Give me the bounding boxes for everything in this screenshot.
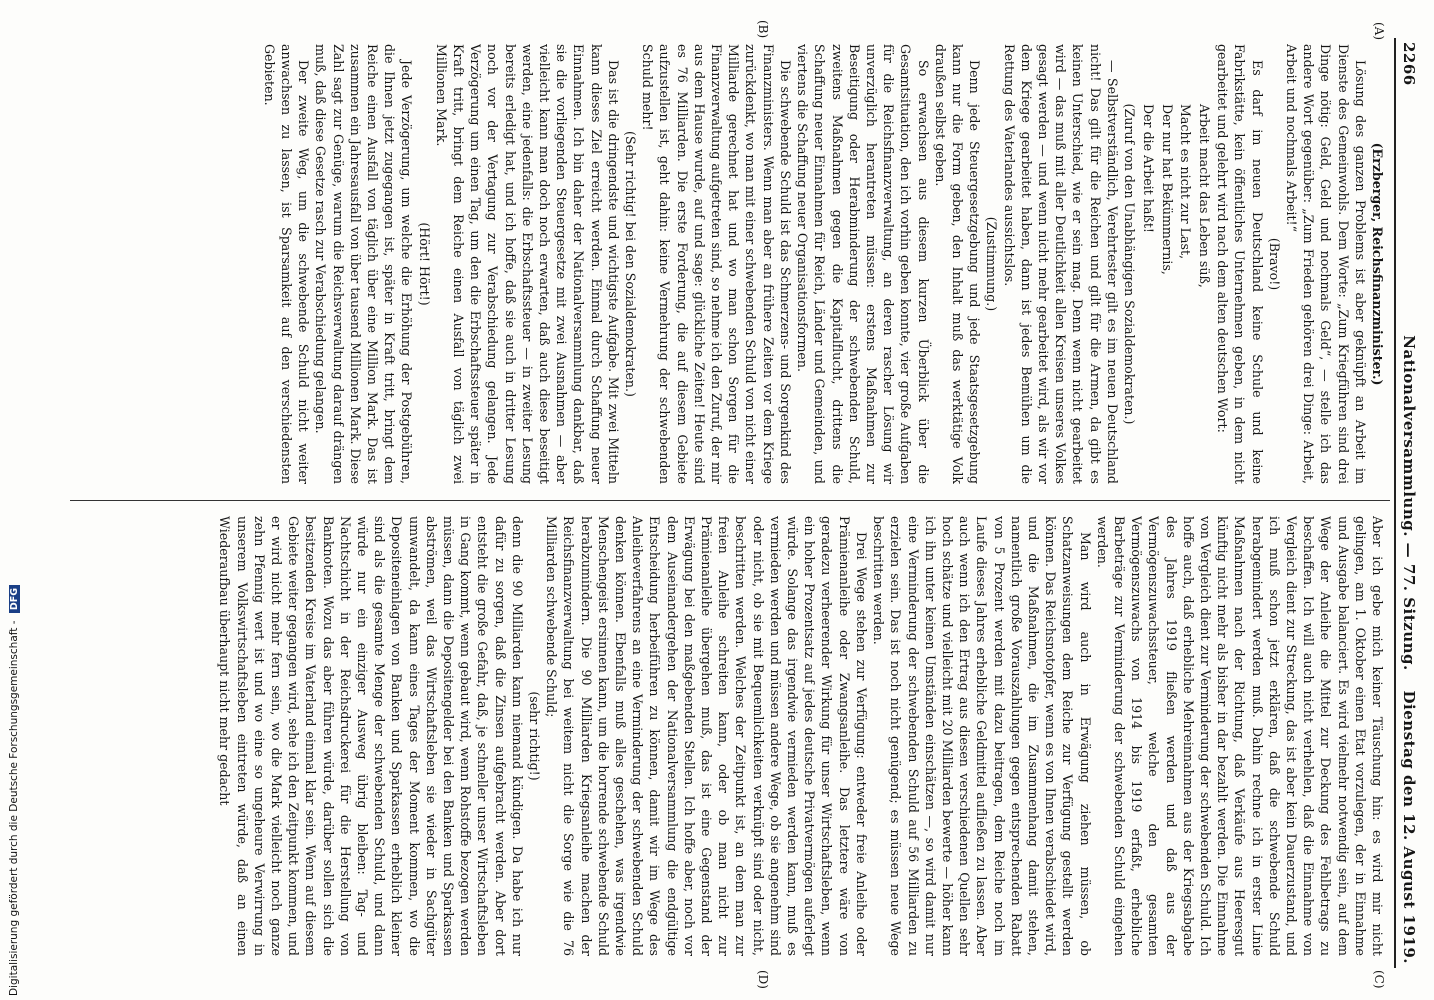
session-title: Nationalversammlung. — 77. Sitzung.	[1400, 335, 1418, 671]
interjection: (Bravo!)	[1266, 237, 1282, 291]
verse-line: Macht es nicht zur Last,	[1178, 104, 1194, 260]
verse-line: Der nur hat Bekümmernis,	[1159, 104, 1175, 275]
dfg-logo: DFG	[9, 585, 20, 613]
paragraph: Der zweite Weg, um die schwebende Schuld nicht weiter anwachsen zu lassen, ist Sparsamkeit auf den verschiedensten Gebieten.	[261, 44, 312, 484]
verse-line: Arbeit macht das Leben süß,	[1196, 104, 1212, 288]
paragraph: Aber ich gebe mich keiner Täuschung hin: es wird mir nicht gelingen, am 1. Oktober einen Etat vorzulegen, der in Einnahme und Ausgabe balanciert. Es wird vielmehr notwendig sein, auf dem Wege der Anleihe die Mittel zur Deckung des Fehlbetrags zu beschaffen. Ich will auch nicht verhehlen, daß die Einnahme von Vergleich dient zur Streckung, das ist aber kein Dauerzustand, und ich muß schon jetzt erklären, daß die schwebende Schuld herabgemindert werden muß. Dahin rechne ich in erster Linie Maßnahmen nach der Richtung, daß Verkäufe aus Heeresgut künftig nicht mehr als bisher in dar bezahlt werden. Die Einnahme von Vergleich dient zur Verminderung der schwebenden Schuld. Ich hoffe auch, daß erhebliche Mehreinnahmen aus der Kriegsabgabe des Jahres 1919 fließen werden und daß aus der Vermögenszuwachssteuer, welche den gesamten Vermögenszuwachs von 1914 bis 1919 erfaßt, erhebliche Barbeträge zur Verminderung der schwebenden Schuld eingehen werden.	[1094, 516, 1385, 956]
page-number: 2266	[1400, 42, 1418, 86]
running-head	[1396, 38, 1420, 968]
paragraph: Das ist die dringendste und wichtigste Aufgabe. Mit zwei Mitteln kann dieses Ziel erreicht werden. Einmal durch Schaffung neuer Einnahmen. Ich bin daher der Nationalversammlung dankbar, daß sie die vorliegenden Steuergesetze mit zwei Ausnahmen — aber vielleicht kann man doch noch erwarten, daß auch diese beseitigt werden, eine jedenfalls: die Erbschaftssteuer — in zweiter Lesung bereits erledigt hat, und ich hoffe, daß sie auch in dritter Lesung noch vor der Vertagung zur Verabschiedung gelangen. Jede Verzögerung um einen Tag, um den die Erbschaftssteuer später in Kraft tritt, bringt dem Reiche einen Ausfall von täglich zwei Millionen Mark.	[433, 44, 621, 484]
interjection: (Zuruf von den Unabhängigen Sozialdemokraten.)	[1121, 103, 1137, 425]
interjection: (Sehr richtig! bei den Sozialdemokraten.)	[623, 131, 639, 397]
paragraph: denn die 90 Milliarden kann niemand kündigen. Da habe ich nur dafür zu sorgen, daß die Zinsen aufgebracht werden. Aber dort entsteht die große Gefahr, daß, je schneller unser Wirtschaftsleben in Gang kommt, wenn gebaut wird, wenn Rohstoffe bezogen werden müssen, dann die Depositengelder bei den Banken und Sparkassen abströmen, weil das Wirtschaftsleben sie wieder in Sachgüter umwandelt, da kann eines Tages der Moment kommen, wo die Depositeneinlagen von Banken und Sparkassen erheblich kleiner sind als die gesamte Menge der schwebenden Schuld, und dann würde nur ein einziger Ausweg übrig bleiben: Tag- und Nachtschicht in der Reichsdruckerei für die Herstellung von Banknoten. Wozu das aber führen würde, darüber sollen sich die besitzenden Kreise im Vaterland einmal klar sein. Wenn auf diesem Gebiete weiter gegangen wird, sehe ich den Zeitpunkt kommen, und er wird nicht mehr fern sein, wo die Mark vielleicht noch ganze zehn Pfennig wert ist und wo eine so ungeheure Verwirrung in unserem Volkswirtschaftsleben eintreten würde, daß an einen Wiederaufbau überhaupt nicht mehr gedacht	[217, 516, 525, 956]
paragraph: So erwachsen aus diesem kurzen Überblick über die Gesamtsituation, den ich vorhin geben konnte, vier große Aufgaben für die Reichsfinanzverwaltung, an deren rascher Lösung wir unverzüglich herantreten müssen: erstens Maßnahmen zur Beseitigung oder Herabminderung der schwebenden Schuld, zweitens Maßnahmen gegen die Kapitalflucht, drittens die Schaffung neuer Einnahmen für Reich, Länder und Gemeinden, und viertens die Schaffung neuer Organisationsformen.	[795, 44, 931, 484]
speaker-label: (Erzberger, Reichsfinanzminister.)	[1370, 142, 1385, 386]
right-column	[71, 516, 1386, 956]
interjection: (Hört! Hört!)	[416, 222, 432, 306]
column-divider	[70, 500, 1390, 501]
margin-marker-a: (A)	[1372, 22, 1386, 41]
verse-line: Der die Arbeit haßt!	[1141, 104, 1157, 233]
paragraph: Lösung des ganzen Problems ist aber geknüpft an Arbeit im Dienste des Gemeinwohls. Dem Worte: „Zum Kriegführen sind drei Dinge nötig: Geld, Geld und nochmals Geld“, — stelle ich das andere Wort gegenüber: „Zum Frieden gehören drei Dinge: Arbeit, Arbeit und nochmals Arbeit!“	[1283, 44, 1368, 484]
session-date: Dienstag den 12. August 1919.	[1400, 690, 1418, 964]
paragraph: Die schwebende Schuld ist das Schmerzens- und Sorgenkind des Finanzministers. Wenn man aber an frühere Zeiten vor dem Kriege zurückdenkt, wo man mit einer schwebenden Schuld von nicht einer Milliarde gerechnet hat und wo man schon Sorgen für die Finanzverwaltung aufgetreten sind, so nehme ich den Zuruf, der mir aus dem Hause wurde, auf und sage: glückliche Zeiten! Heute sind es 76 Milliarden. Die erste Forderung, die auf diesem Gebiete aufzustellen ist, geht dahin: keine Vermehrung der schwebenden Schuld mehr!	[640, 44, 793, 484]
paragraph: Drei Wege stehen zur Verfügung: entweder freie Anleihe oder Prämienanleihe oder Zwangsanleihe. Das letztere wäre von geradezu verheerender Wirkung für unser Wirtschaftsleben, wenn ein hoher Prozentsatz auf jedes deutsche Privatvermögen auferlegt würde. Solange das irgendwie vermieden werden kann, muß es vermieden werden und müssen andere Wege, ob sie angenehm sind oder nicht, ob sie mit Bequemlichkeiten verknüpft sind oder nicht, beschritten werden. Welches der Zeitpunkt ist, an dem man zur freien Anleihe schreiten kann, oder ob man nicht zur Prämienanleihe übergehen muß, das ist eine Gegenstand der Erwägung bei den maßgebenden Stellen. Ich hoffe aber, noch vor dem Auseinandergehen der Nationalversammlung die endgültige Entscheidung herbeiführen zu können, damit wir im Wege des Anleiheverfahrens an eine Verminderung der schwebenden Schuld denken können. Ebenfalls muß alles geschehen, was irgendwie Menschengeist ersinnen kann, um die horrende schwebende Schuld herabzumindern. Die 90 Milliarden Kriegsanleihe machen der Reichsfinanzverwaltung bei weitem nicht die Sorge wie die 76 Milliarden schwebende Schuld;	[544, 516, 869, 956]
margin-marker-d: (D)	[756, 970, 770, 989]
paragraph: Jede Verzögerung, um welche die Erhöhung der Postgebühren, die Ihnen jetzt zugegangen ist, später in Kraft tritt, bringt dem Reiche einen Ausfall von täglich über eine Million Mark. Das ist zusammen ein Jahresausfall von über tausend Millionen Mark. Diese Zahl sagt zur Genüge, warum die Reichsverwaltung darauf drängen muß, daß diese Gesetze rasch zur Verabschiedung gelangen.	[313, 44, 415, 484]
interjection: (sehr richtig!)	[527, 691, 543, 781]
rotated-newspaper-page	[65, 20, 1420, 989]
header-rule	[1394, 38, 1396, 968]
paragraph: — Selbstverständlich, Verehrtester gilt es im neuen Deutschland nicht! Das gilt für die Reichen und gilt für die Armen, da gibt es keinen Unterschied, wie er sein mag. Denn wenn nicht gearbeitet wird — das muß mit aller Deutlichkeit allen Kreisen unseres Volkes gesagt werden — und wenn nicht mehr gearbeitet wird, als wir vor dem Kriege gearbeitet haben, dann ist jedes Bemühen um die Rettung des Vaterlandes aussichtslos.	[1001, 44, 1120, 484]
left-column	[71, 44, 1386, 484]
margin-marker-b: (B)	[756, 20, 770, 39]
margin-marker-c: (C)	[1372, 970, 1386, 989]
paragraph: Man wird auch in Erwägung ziehen müssen, ob Schatzanweisungen dem Reiche zur Verfügung gestellt werden können. Das Reichsnotopfer, wenn es von Ihnen verabschiedet wird, und die Maßnahmen, die im Zusammenhang damit stehen, namentlich große Vorauszahlungen gegen entsprechenden Rabatt von 5 Prozent werden mit dazu beitragen, dem Reiche noch im Laufe dieses Jahres erhebliche Geldmittel aufließen zu lassen. Aber auch wenn ich den Ertrag aus diesen verschiedenen Quellen sehr hoch schätze und vielleicht mit 20 Milliarden bewerte — höher kann ich ihn unter keinen Umständen einschätzen —, so wird damit nur eine Verminderung der schwebenden Schuld auf 56 Milliarden zu erzielen sein. Das ist noch nicht genügend; es müssen neue Wege beschritten werden.	[871, 516, 1093, 956]
digitization-credit	[8, 6, 20, 996]
credit-text: Digitalisierung gefördert durch die Deutsche Forschungsgemeinschaft -	[8, 620, 20, 996]
paragraph: Denn jede Steuergesetzgebung und jede Staatsgesetzgebung kann nur die Form geben, den Inhalt muß das werktätige Volk draußen selbst geben.	[932, 44, 983, 484]
interjection: (Zustimmung.)	[984, 216, 1000, 312]
paragraph: Es darf im neuen Deutschland keine Schule und keine Fabrikstätte, kein öffentliches Unternehmen geben, in dem nicht gearbeitet und gelehrt wird nach dem alten deutschen Wort:	[1215, 44, 1265, 484]
